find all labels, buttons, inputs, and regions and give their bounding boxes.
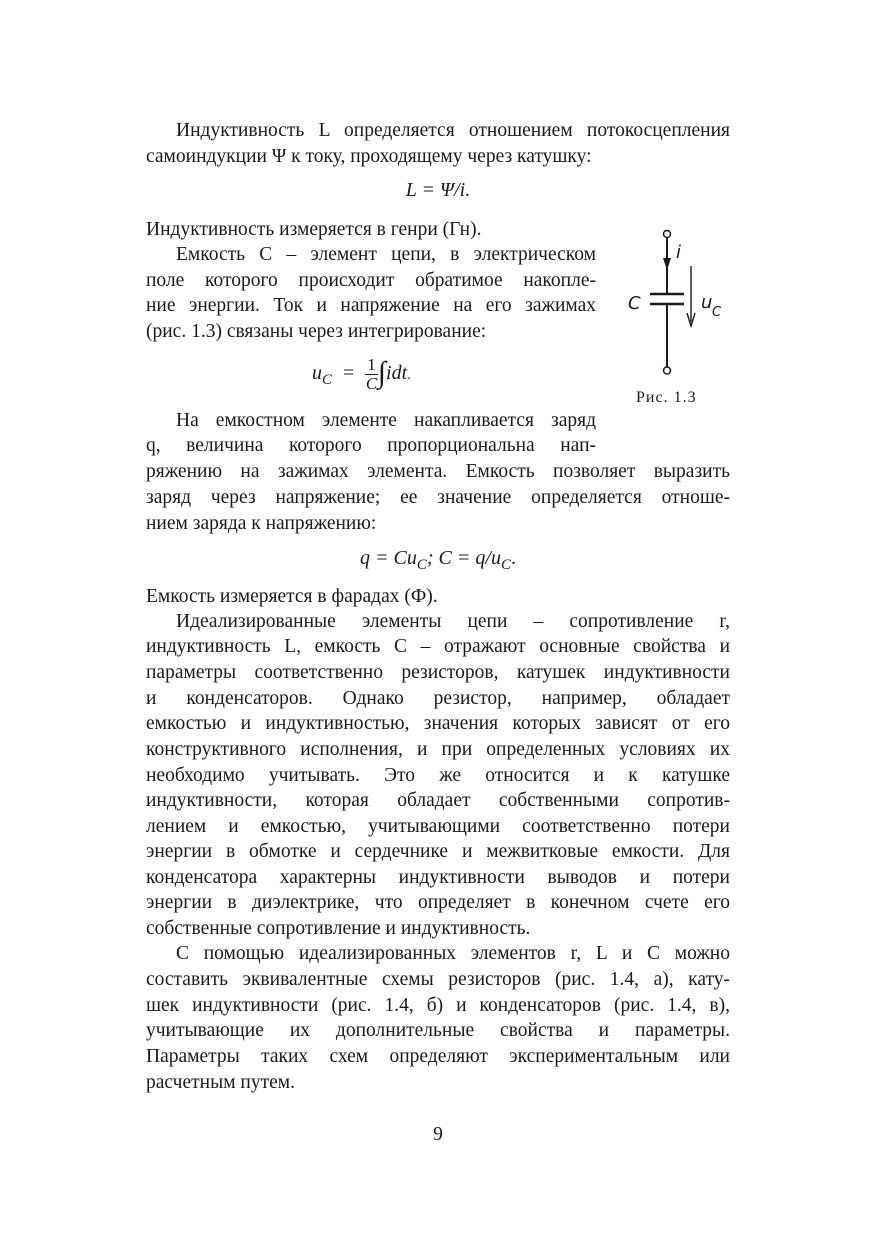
text-line: шек индуктивности (рис. 1.4, б) и конденсаторов (рис. 1.4, в),: [146, 995, 730, 1016]
text-line: ряжению на зажимах элемента. Емкость позволяет выразить: [146, 461, 730, 482]
formula-capacitor-voltage: $u_C$ = $\frac{1}{C}$ ∫idt.: [312, 355, 411, 393]
formula-inductance: L = Ψ/i.: [405, 179, 471, 201]
text-line: Параметры таких схем определяют экспериментальным или: [146, 1046, 730, 1067]
text-line: Емкость C – элемент цепи, в электрическом: [176, 244, 596, 265]
label-i: i: [676, 242, 682, 263]
text-line: параметры соответственно резисторов, катушек индуктивности: [146, 662, 730, 683]
label-u-sub: C: [712, 305, 722, 320]
text-line: С помощью идеализированных элементов r, L и C можно: [176, 943, 730, 964]
formula-charge: $q = Cu_C$; $C = q/u_C$.: [360, 547, 516, 573]
text-line: энергии в обмотке и сердечнике и межвитковые емкости. Для: [146, 841, 730, 862]
text-line: (рис. 1.3) связаны через интегрирование:: [146, 321, 487, 342]
text-line: самоиндукции Ψ к току, проходящему через катушку:: [146, 146, 592, 167]
text-line: энергии в диэлектрике, что определяет в конечном счете его: [146, 892, 730, 913]
text-line: На емкостном элементе накапливается заряд: [176, 410, 596, 431]
text-line: собственные сопротивление и индуктивность.: [146, 918, 531, 939]
text-line: составить эквивалентные схемы резисторов (рис. 1.4, а), кату-: [146, 969, 730, 990]
text-line: лением и емкостью, учитывающими соответственно потери: [146, 816, 730, 837]
text-line: заряд через напряжение; ее значение определяется отноше-: [146, 487, 730, 508]
text-line: емкостью и индуктивностью, значения которых зависят от его: [146, 713, 730, 734]
text-line: Емкость измеряется в фарадах (Ф).: [146, 586, 438, 607]
current-arrow-icon: [663, 258, 671, 270]
text-line: индуктивность L, емкость C – отражают основные свойства и: [146, 636, 730, 657]
text-line: Идеализированные элементы цепи – сопротивление r,: [176, 611, 730, 632]
text-line: нием заряда к напряжению:: [146, 513, 377, 534]
text-line: поле которого происходит обратимое накопле-: [146, 270, 596, 291]
text-line: индуктивности, которая обладает собственными сопротив-: [146, 790, 730, 811]
label-c: C: [628, 293, 641, 314]
text-line: учитывающие их дополнительные свойства и параметры.: [146, 1020, 730, 1041]
text-line: расчетным путем.: [146, 1072, 295, 1093]
text-line: ние энергии. Ток и напряжение на его зажимах: [146, 295, 596, 316]
label-u: u: [701, 292, 713, 313]
text-line: Индуктивность измеряется в генри (Гн).: [146, 219, 482, 240]
text-line: необходимо учитывать. Это же относится и к катушке: [146, 765, 730, 786]
text-line: Индуктивность L определяется отношением потокосцепления: [176, 120, 730, 141]
capacitor-diagram: [620, 226, 730, 378]
text-line: и конденсаторов. Однако резистор, например, обладает: [146, 688, 730, 709]
text-line: конструктивного исполнения, и при определенных условиях их: [146, 739, 730, 760]
text-line: q, величина которого пропорциональна нап-: [146, 435, 596, 456]
page-number: 9: [433, 1124, 443, 1145]
text-line: конденсатора характерны индуктивности выводов и потери: [146, 867, 730, 888]
figure-caption: Рис. 1.3: [636, 389, 697, 406]
